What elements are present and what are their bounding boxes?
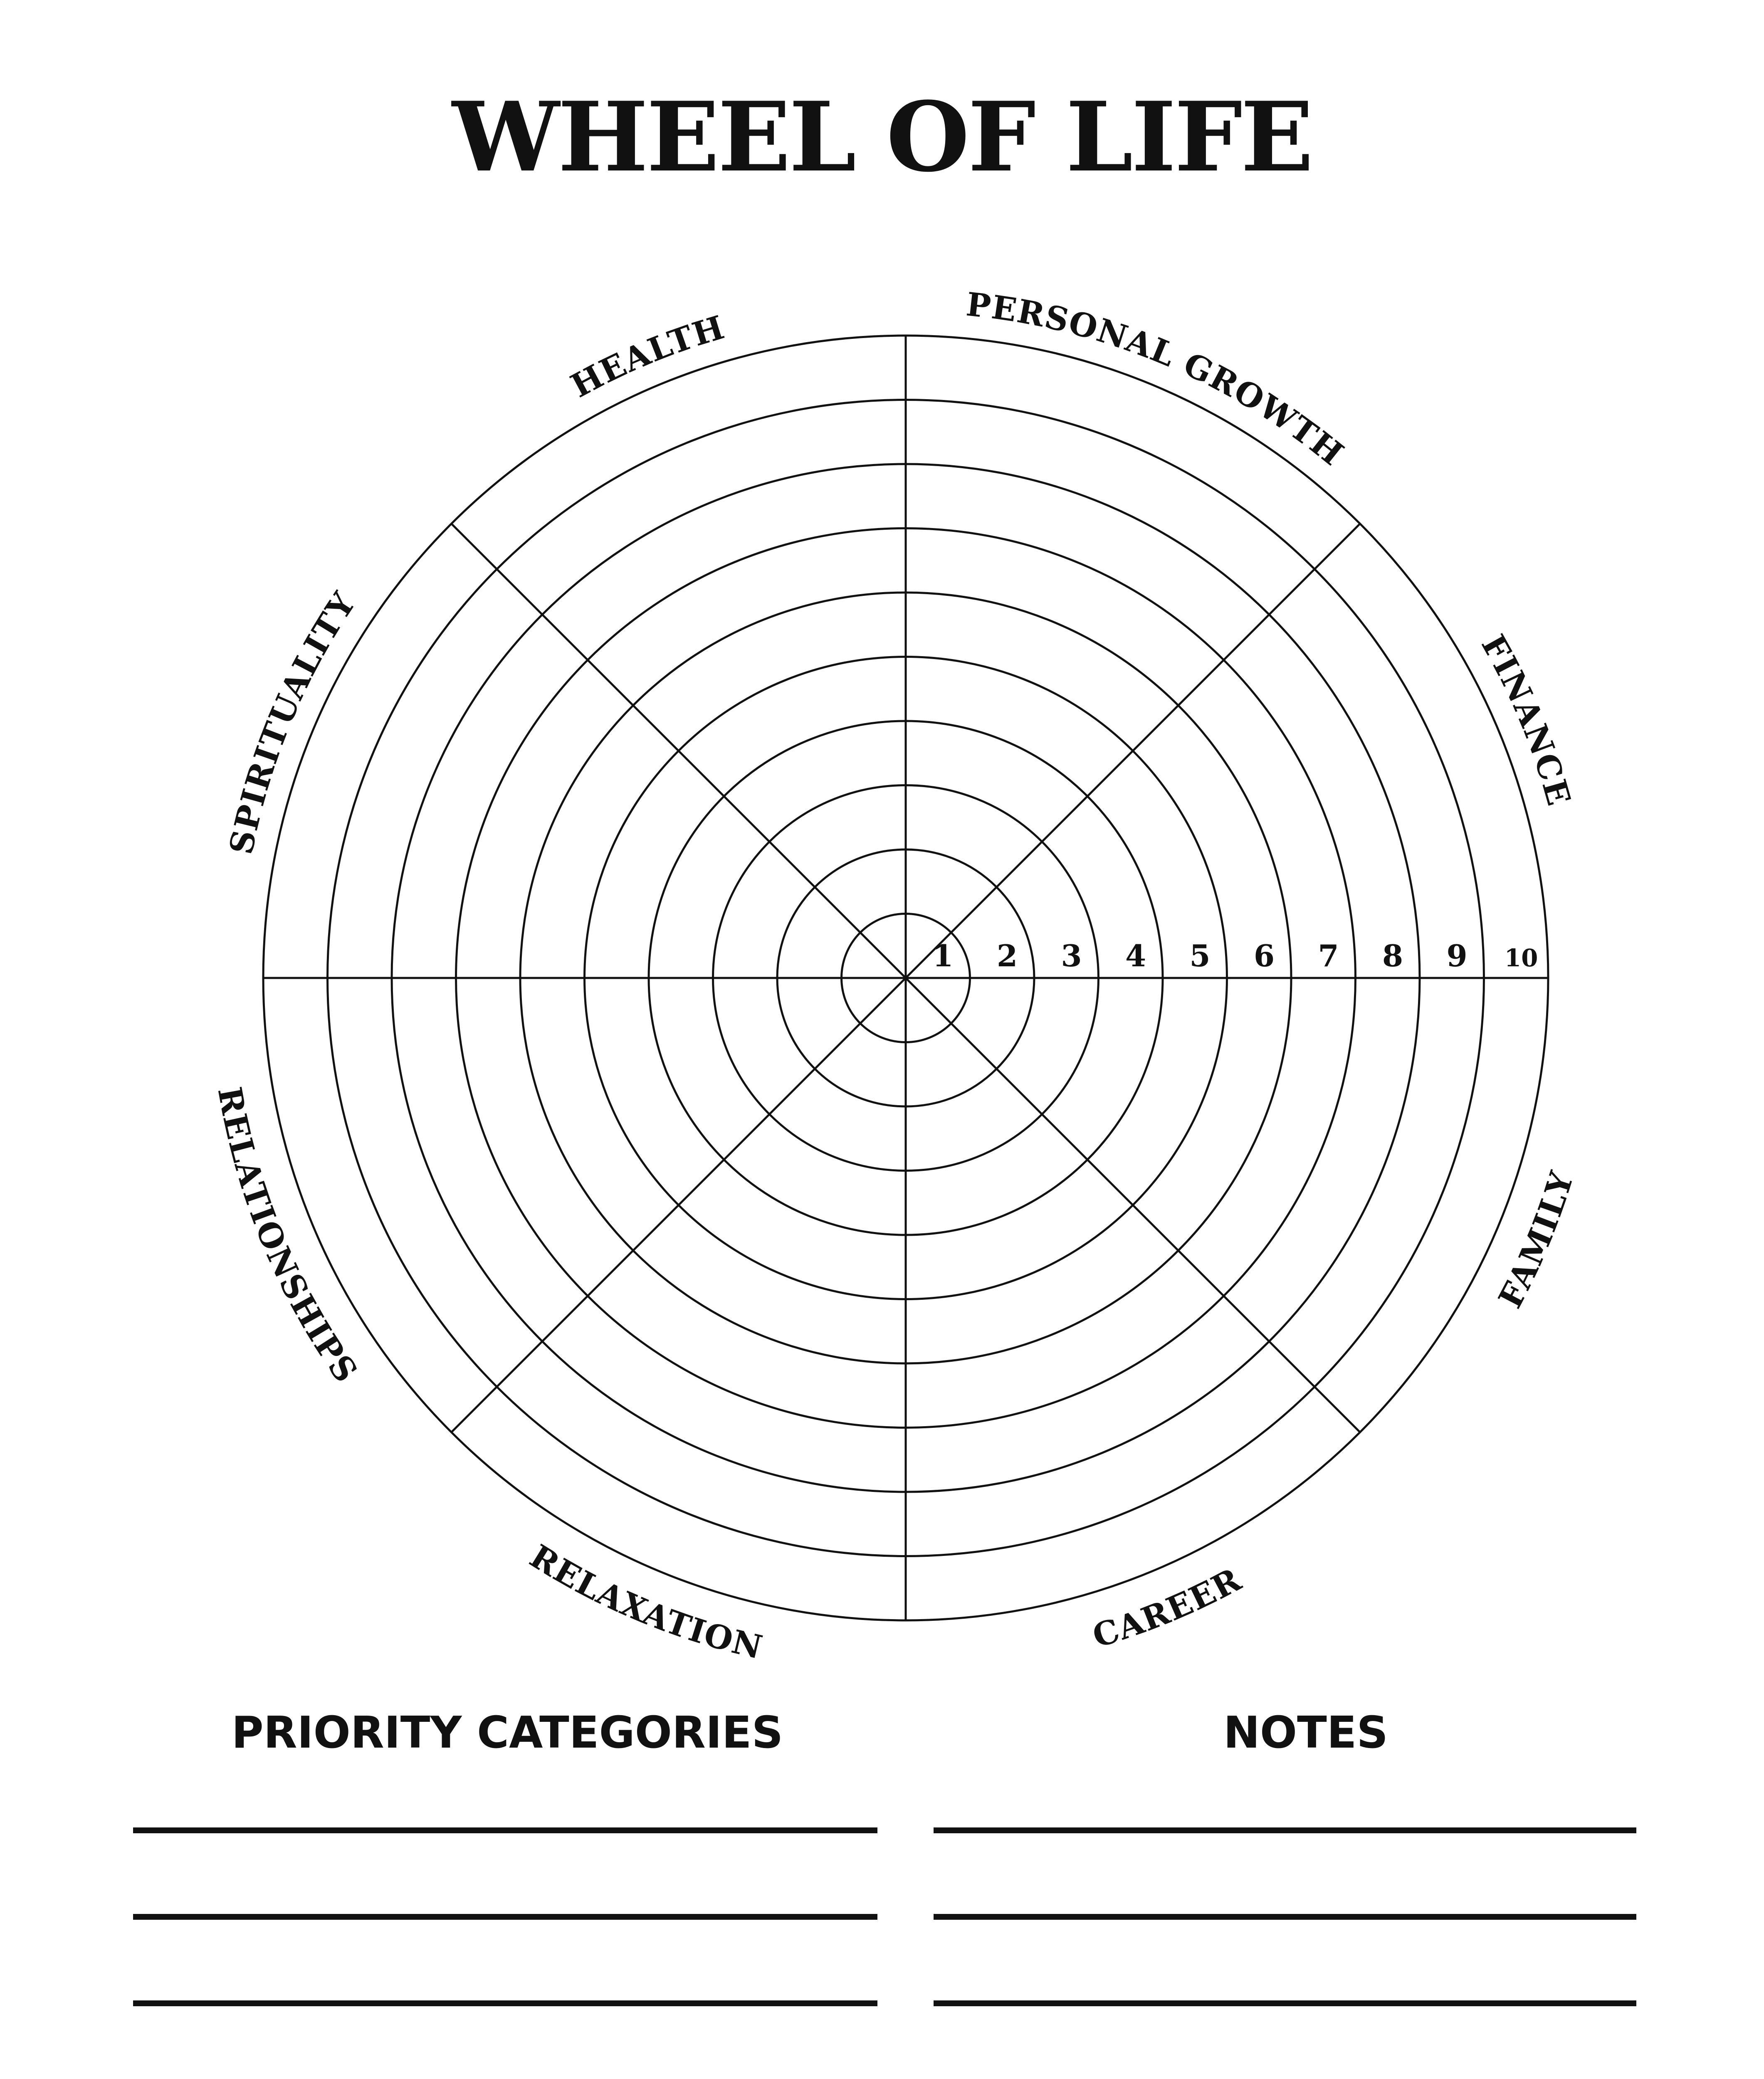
scale-number-8: 8 bbox=[1382, 938, 1403, 973]
category-label-family: FAMILY bbox=[1491, 1166, 1581, 1314]
category-label-career: CAREER bbox=[1088, 1560, 1248, 1656]
writing-line[interactable] bbox=[934, 2000, 1636, 2006]
scale-number-9: 9 bbox=[1446, 938, 1468, 973]
priority-categories-heading: PRIORITY CATEGORIES bbox=[231, 1707, 783, 1758]
scale-number-3: 3 bbox=[1061, 938, 1082, 973]
page-title: WHEEL OF LIFE bbox=[452, 81, 1312, 193]
writing-line[interactable] bbox=[133, 1827, 877, 1833]
scale-number-2: 2 bbox=[997, 938, 1018, 973]
category-label-relaxation: RELAXATION bbox=[523, 1537, 767, 1667]
category-label-relationships: RELATIONSHIPS bbox=[210, 1084, 366, 1390]
writing-line[interactable] bbox=[934, 1914, 1636, 1920]
writing-line[interactable] bbox=[934, 1827, 1636, 1833]
scale-number-7: 7 bbox=[1318, 938, 1339, 973]
category-label-finance: FINANCE bbox=[1474, 628, 1578, 810]
category-label-spirituality: SPIRITUALITY bbox=[222, 585, 363, 858]
scale-number-10: 10 bbox=[1504, 944, 1538, 972]
writing-line[interactable] bbox=[133, 1914, 877, 1920]
scale-number-4: 4 bbox=[1125, 938, 1146, 973]
scale-number-5: 5 bbox=[1189, 938, 1211, 973]
priority-categories-lines bbox=[133, 1827, 877, 2079]
category-label-personal-growth: PERSONAL GROWTH bbox=[964, 285, 1351, 474]
scale-number-6: 6 bbox=[1254, 938, 1275, 973]
writing-line[interactable] bbox=[133, 2000, 877, 2006]
category-label-health: HEALTH bbox=[565, 308, 729, 405]
scale-number-1: 1 bbox=[932, 938, 954, 973]
notes-lines bbox=[934, 1827, 1636, 2079]
notes-heading: NOTES bbox=[1223, 1707, 1388, 1758]
